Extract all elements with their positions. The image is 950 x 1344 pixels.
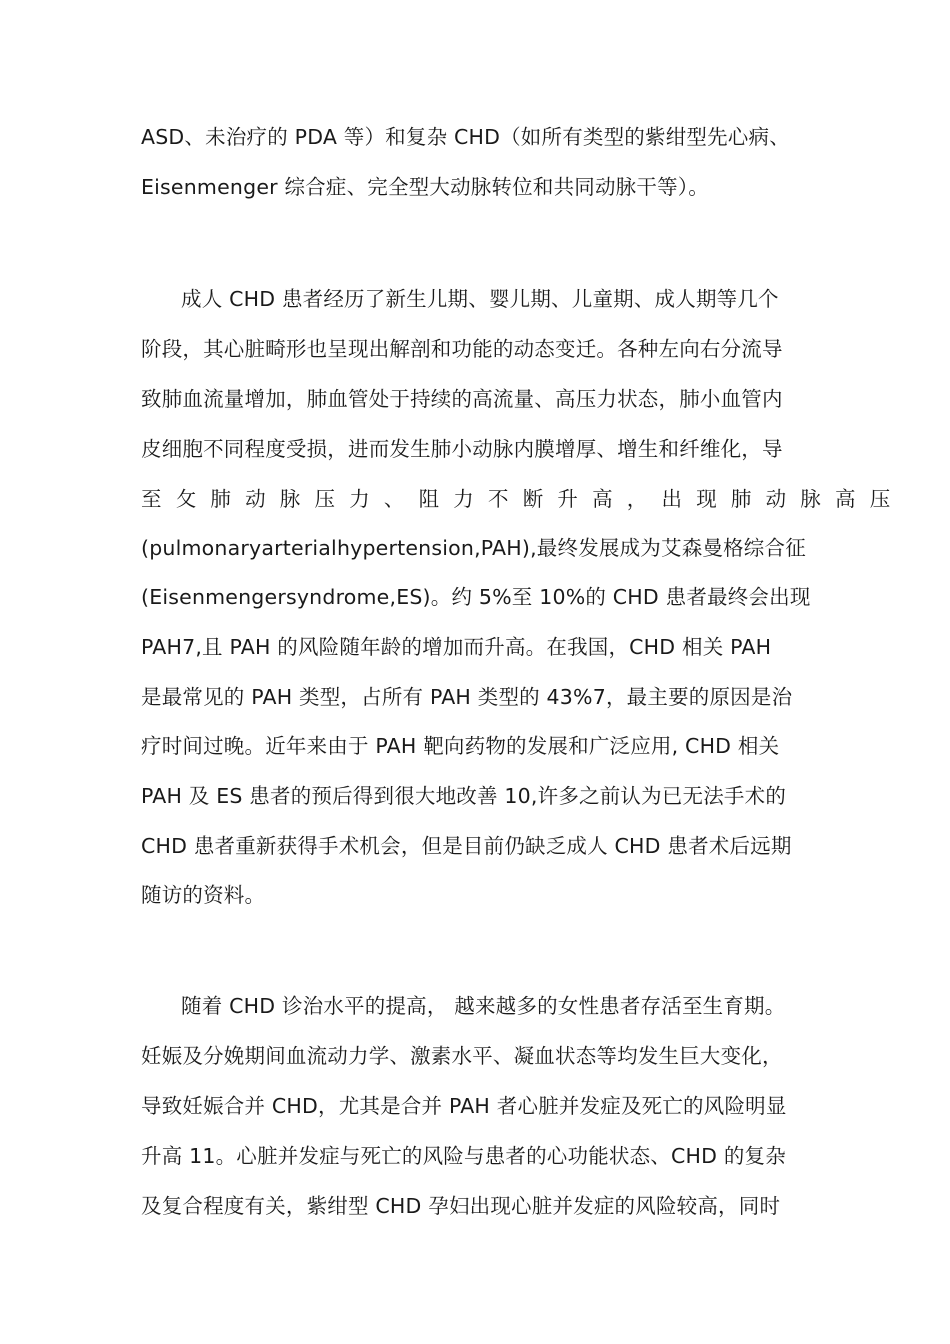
paragraph-2-line-4: 皮细胞不同程度受损，进而发生肺小动脉内膜增厚、增生和纤维化，导 — [141, 437, 783, 461]
paragraph-2-line-5: 至攵肺动脉压力、阻力不断升高，出现肺动脉高压 — [141, 487, 905, 511]
paragraph-3-line-3: 导致妊娠合并 CHD，尤其是合并 PAH 者心脏并发症及死亡的风险明显 — [141, 1094, 787, 1118]
paragraph-2-line-13: 随访的资料。 — [141, 883, 266, 907]
paragraph-3-line-5: 及复合程度有关，紫绀型 CHD 孕妇出现心脏并发症的风险较高，同时 — [141, 1194, 781, 1218]
paragraph-3-line-4: 升高 11。心脏并发症与死亡的风险与患者的心功能状态、CHD 的复杂 — [141, 1144, 786, 1168]
paragraph-2-line-1: 成人 CHD 患者经历了新生儿期、婴儿期、儿童期、成人期等几个 — [181, 287, 779, 311]
paragraph-2-line-3: 致肺血流量增加，肺血管处于持续的高流量、高压力状态，肺小血管内 — [141, 387, 783, 411]
paragraph-3-line-2: 妊娠及分娩期间血流动力学、激素水平、凝血状态等均发生巨大变化， — [141, 1044, 783, 1068]
paragraph-2-line-9: 是最常见的 PAH 类型，占所有 PAH 类型的 43%7，最主要的原因是治 — [141, 685, 793, 709]
paragraph-2-line-11: PAH 及 ES 患者的预后得到很大地改善 10,许多之前认为已无法手术的 — [141, 784, 787, 808]
paragraph-3-line-1: 随着 CHD 诊治水平的提高， 越来越多的女性患者存活至生育期。 — [181, 994, 786, 1018]
paragraph-2-line-2: 阶段，其心脏畸形也呈现出解剖和功能的动态变迁。各种左向右分流导 — [141, 337, 783, 361]
paragraph-2-line-7: (Eisenmengersyndrome,ES)。约 5%至 10%的 CHD 患者最终会出现 — [141, 585, 811, 609]
paragraph-2-line-6: (pulmonaryarterialhypertension,PAH),最终发展成为艾森曼格综合征 — [141, 536, 806, 560]
paragraph-2-line-10: 疗时间过晚。近年来由于 PAH 靶向药物的发展和广泛应用, CHD 相关 — [141, 734, 780, 758]
paragraph-2-line-12: CHD 患者重新获得手术机会，但是目前仍缺乏成人 CHD 患者术后远期 — [141, 834, 792, 858]
paragraph-1-line-1: ASD、未治疗的 PDA 等）和复杂 CHD（如所有类型的紫绀型先心病、 — [141, 125, 790, 149]
paragraph-1-line-2: Eisenmenger 综合症、完全型大动脉转位和共同动脉干等）。 — [141, 175, 709, 199]
paragraph-2-line-8: PAH7,且 PAH 的风险随年龄的增加而升高。在我国，CHD 相关 PAH — [141, 635, 772, 659]
